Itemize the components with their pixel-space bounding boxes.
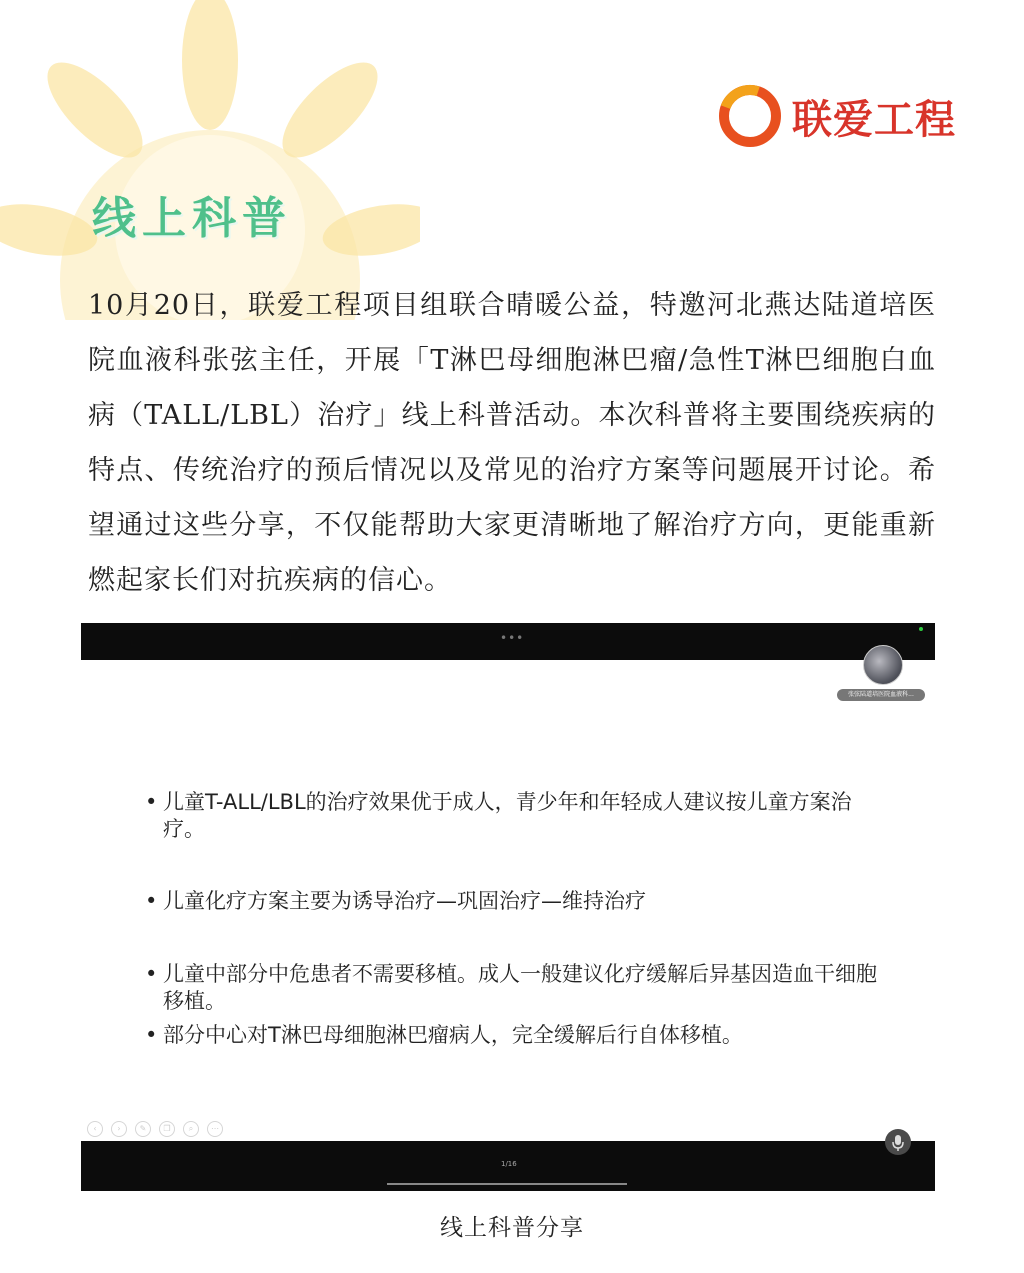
section-title: 线上科普 — [92, 193, 292, 244]
copy-icon[interactable]: ❐ — [159, 1121, 175, 1137]
intro-paragraph: 10月20日，联爱工程项目组联合晴暖公益，特邀河北燕达陆道培医院血液科张弦主任，开展「T淋巴母细胞淋巴瘤/急性T淋巴细胞白血病（TALL/LBL）治疗」线上科普活动。本次科普将主要围绕疾病的特点、传统治疗的预后情况以及常见的治疗方案等问题展开讨论。希望通过这些分享，不仅能帮助大家更清晰地了解治疗方向，更能重新燃起家长们对抗疾病的信心。 — [88, 290, 936, 596]
page-indicator: 1/16 — [501, 1160, 517, 1168]
logo-text: 联爱工程 — [792, 96, 956, 143]
sun-decoration — [0, 0, 420, 320]
participant-tile[interactable] — [833, 645, 931, 707]
bullet-text: 儿童中部分中危患者不需要移植。成人一般建议化疗缓解后异基因造血干细胞移植。 — [163, 962, 877, 1013]
microphone-icon[interactable] — [885, 1129, 911, 1155]
image-caption: 线上科普分享 — [440, 1215, 584, 1241]
participant-name: 张弦陆道培医院血液科... — [837, 689, 925, 701]
zoom-icon[interactable]: ⌕ — [183, 1121, 199, 1137]
meeting-screenshot — [81, 623, 935, 1191]
meeting-top-bar — [81, 623, 935, 660]
list-item — [145, 1022, 883, 1049]
bullet-icon: • — [145, 962, 158, 986]
list-item — [145, 789, 883, 843]
slide-toolbar — [87, 1121, 223, 1137]
more-icon[interactable]: ⋯ — [207, 1121, 223, 1137]
bullet-icon: • — [145, 1023, 158, 1047]
scroll-bar[interactable] — [387, 1183, 627, 1185]
list-item — [145, 888, 883, 915]
bullet-text: 儿童化疗方案主要为诱导治疗—巩固治疗—维持治疗 — [163, 889, 646, 913]
next-icon[interactable]: › — [111, 1121, 127, 1137]
bullet-text: 部分中心对T淋巴母细胞淋巴瘤病人，完全缓解后行自体移植。 — [163, 1023, 743, 1047]
more-options-icon[interactable]: ••• — [500, 631, 525, 645]
bullet-text: 儿童T-ALL/LBL的治疗效果优于成人，青少年和年轻成人建议按儿童方案治疗。 — [163, 790, 852, 841]
prev-icon[interactable]: ‹ — [87, 1121, 103, 1137]
list-item — [145, 961, 883, 1015]
avatar — [863, 645, 903, 685]
bullet-icon: • — [145, 889, 158, 913]
status-indicator-icon — [919, 627, 923, 631]
brand-logo — [718, 84, 956, 148]
pen-icon[interactable]: ✎ — [135, 1121, 151, 1137]
heart-ring-logo-icon — [718, 84, 782, 148]
meeting-bottom-bar — [81, 1141, 935, 1191]
bullet-icon: • — [145, 790, 158, 814]
